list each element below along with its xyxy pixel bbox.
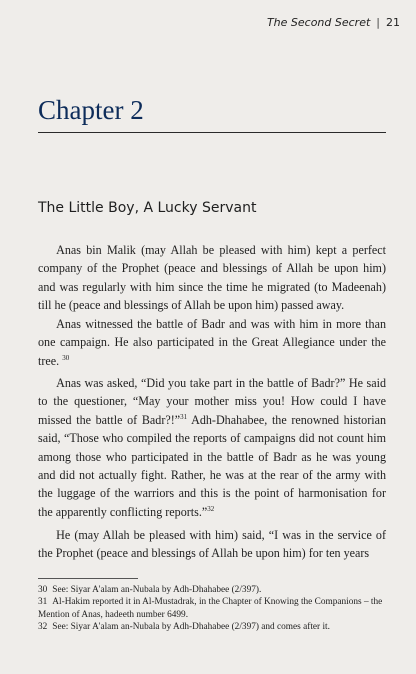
footnote-30 [38,584,386,596]
footnote-number: 31 [38,597,48,608]
running-header [267,16,400,29]
footnote-ref-30[interactable]: 30 [62,353,70,362]
footnote-ref-32[interactable]: 32 [207,504,215,513]
footnote-rule [38,578,138,579]
footnotes [38,584,386,634]
paragraph-text: He (may Allah be pleased with him) said, “I was in the service of the Prophet (peace and blessings of Allah be upon him) for ten years [38,528,386,561]
paragraph-text: Anas was asked, “Did you take part in the battle of Badr?” He said to the questioner, “May your mother miss you! How could I have missed the battle of Badr?!” [38,376,386,427]
section-title: The Little Boy, A Lucky Servant [38,200,257,216]
paragraph-text: Anas witnessed the battle of Badr and was with him in more than one campaign. He also participated in the Great Allegiance under the tree. [38,317,386,368]
chapter-rule [38,132,386,133]
paragraph-1 [38,241,386,315]
footnote-32 [38,621,386,633]
footnote-text: See: Siyar A'alam an-Nubala by Adh-Dhahabee (2/397). [52,585,262,595]
running-title: The Second Secret [266,16,371,29]
paragraph-text: Adh-Dhahabee, the renowned historian said, “Those who compiled the reports of campaigns did not count him among those who participated in the battle of Badr as he was young and did not actually fight. Rather, he was at the rear of the army with the luggage of the warriors and this is the point of harmonisation for the apparently conflicting reports.” [38,412,387,519]
footnote-text: See: Siyar A'alam an-Nubala by Adh-Dhahabee (2/397) and comes after it. [52,622,330,633]
chapter-title: Chapter 2 [38,95,144,125]
footnote-text: Al-Hakim reported it in Al-Mustadrak, in the Chapter of Knowing the Companions – the Mention of Anas, hadeeth number 6499. [38,597,383,620]
paragraph-3 [38,374,386,521]
paragraph-text: Anas bin Malik (may Allah be pleased with him) kept a perfect company of the Prophet (peace and blessings of Allah be upon him) and was regularly with him since the time he migrated (to Madeenah) till he (peace and blessings of Allah be upon him) passed away. [38,243,386,313]
paragraph-4 [38,526,386,563]
paragraph-2 [38,315,386,370]
footnote-31 [38,596,386,621]
footnote-number: 32 [38,622,48,633]
header-separator: | [376,16,380,29]
footnote-ref-31[interactable]: 31 [180,412,188,421]
page-number: 21 [386,16,400,29]
footnote-number: 30 [38,585,48,595]
